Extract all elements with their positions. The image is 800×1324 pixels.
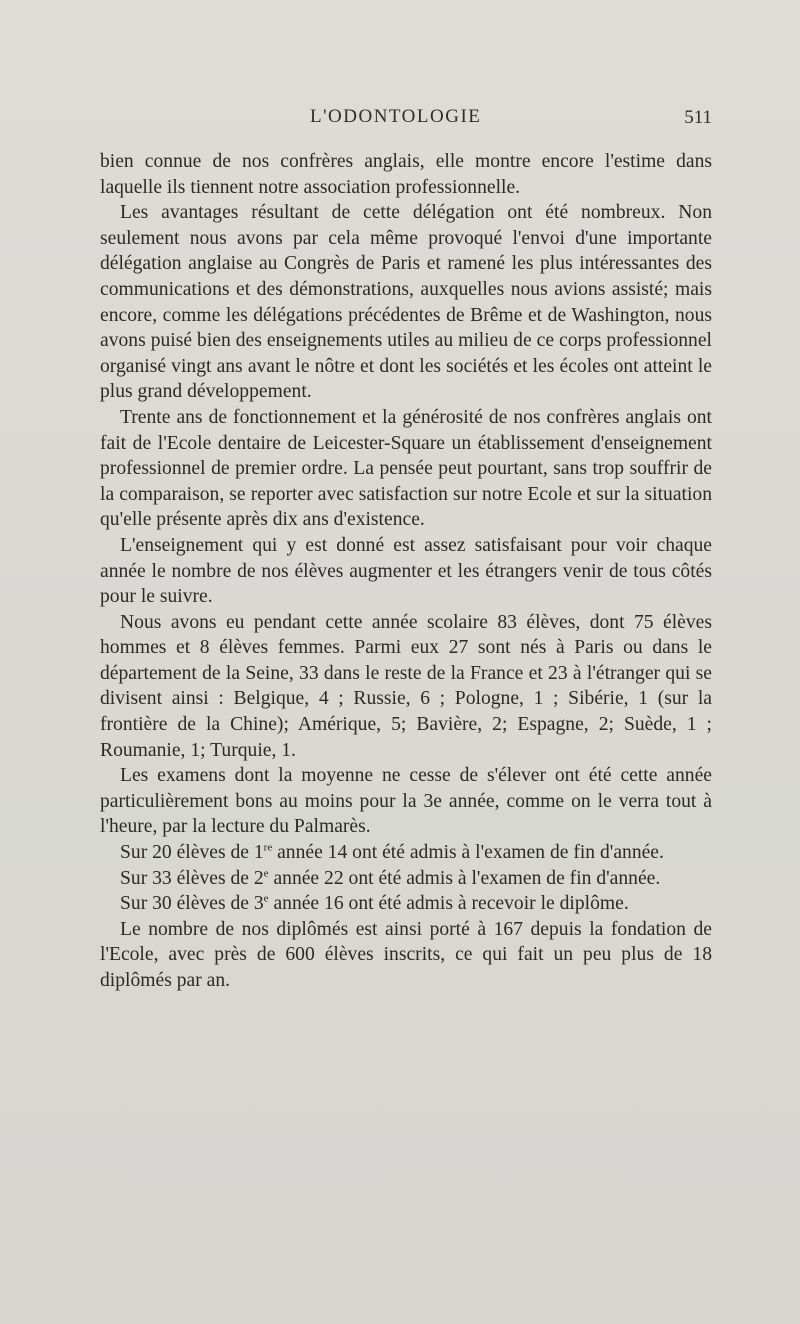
paragraph-second-year: Sur 33 élèves de 2e année 22 ont été admis à l'examen de fin d'année. bbox=[120, 867, 661, 889]
paragraph-third-year: Sur 30 élèves de 3e année 16 ont été admis à recevoir le diplôme. bbox=[120, 892, 629, 915]
paragraph-first-year: Sur 20 élèves de 1re année 14 ont été admis à l'examen de fin d'année. bbox=[120, 841, 664, 864]
paragraph-advantages: Les avantages résultant de cette délégation ont été nombreux. Non seulement nous avons par cela même provoqué l'envoi d'une importante délégation anglaise au Congrès de Paris et ramené les plus intéressantes des communications et des démonstrations, auxquelles nous avions assisté; mais encore, comme les délégations précédentes de Brême et de Washington, nous avons puisé bien des enseignements utiles au milieu de ce corps professionnel organisé vingt ans avant le nôtre et dont les sociétés et les écoles ont atteint le plus grand développement. bbox=[100, 202, 712, 403]
page-header bbox=[100, 106, 712, 134]
page-number: 511 bbox=[684, 107, 712, 128]
paragraph-teaching: L'enseignement qui y est donné est assez satisfaisant pour voir chaque année le nombre de nos élèves augmenter et les étrangers venir de tous côtés pour le suivre. bbox=[100, 534, 712, 608]
body-text bbox=[100, 149, 712, 994]
running-title: L'ODONTOLOGIE bbox=[310, 106, 482, 127]
paragraph-students: Nous avons eu pendant cette année scolaire 83 élèves, dont 75 élèves hommes et 8 élèves femmes. Parmi eux 27 sont nés à Paris ou dans le département de la Seine, 33 dans le reste de la France et 23 à l'étranger qui se divisent ainsi : Belgique, 4 ; Russie, 6 ; Pologne, 1 ; Sibérie, 1 (sur la frontière de la Chine); Amérique, 5; Bavière, 2; Espagne, 2; Suède, 1 ; Roumanie, 1; Turquie, 1. bbox=[100, 611, 712, 761]
paragraph-leicester-school: Trente ans de fonctionnement et la générosité de nos confrères anglais ont fait de l'Ecole dentaire de Leicester-Square un établissement d'enseignement professionnel de premier ordre. La pensée peut pourtant, sans trop souffrir de la comparaison, se reporter avec satisfaction sur notre Ecole et sur la situation qu'elle présente après dix ans d'existence. bbox=[100, 406, 712, 531]
paragraph-continued: bien connue de nos confrères anglais, elle montre encore l'estime dans laquelle ils tiennent notre association professionnelle. bbox=[100, 151, 712, 198]
paragraph-exams: Les examens dont la moyenne ne cesse de s'élever ont été cette année particulièrement bons au moins pour la 3e année, comme on le verra tout à l'heure, par la lecture du Palmarès. bbox=[100, 765, 712, 838]
paragraph-graduates: Le nombre de nos diplômés est ainsi porté à 167 depuis la fondation de l'Ecole, avec près de 600 élèves inscrits, ce qui fait un peu plus de 18 diplômés par an. bbox=[100, 918, 712, 991]
